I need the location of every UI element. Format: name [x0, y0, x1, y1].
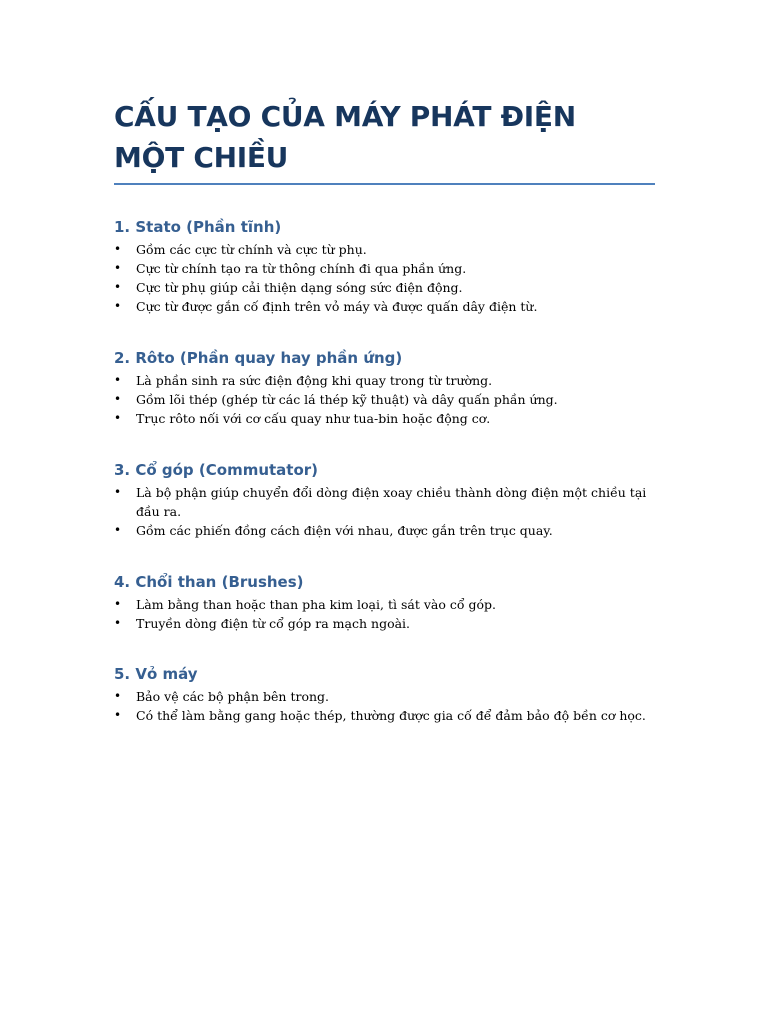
list-item-text: Gồm lõi thép (ghép từ các lá thép kỹ thuật) và dây quấn phần ứng.: [136, 392, 558, 407]
section-roto: [114, 348, 655, 428]
section-commutator: [114, 460, 655, 540]
list-item-text: Có thể làm bằng gang hoặc thép, thường được gia cố để đảm bảo độ bền cơ học.: [136, 708, 646, 723]
document-title: CẤU TẠO CỦA MÁY PHÁT ĐIỆN MỘT CHIỀU: [114, 100, 576, 174]
bullet-icon: •: [114, 261, 122, 275]
list-item-text: Là bộ phận giúp chuyển đổi dòng điện xoay chiều thành dòng điện một chiều tại đầu ra.: [136, 485, 647, 519]
list-item: [114, 390, 655, 409]
bullet-list: [114, 687, 655, 725]
title-underline: [114, 183, 655, 185]
list-item-text: Gồm các phiến đồng cách điện với nhau, được gắn trên trục quay.: [136, 523, 553, 538]
list-item: [114, 706, 655, 725]
bullet-list: [114, 240, 655, 316]
bullet-icon: •: [114, 597, 122, 611]
list-item: [114, 614, 655, 633]
list-item: [114, 297, 655, 316]
bullet-icon: •: [114, 299, 122, 313]
section-housing: [114, 664, 655, 725]
bullet-icon: •: [114, 523, 122, 537]
document-page: [114, 96, 655, 725]
list-item: [114, 240, 655, 259]
bullet-list: [114, 371, 655, 428]
bullet-icon: •: [114, 689, 122, 703]
section-heading: 4. Chổi than (Brushes): [114, 573, 304, 591]
bullet-icon: •: [114, 242, 122, 256]
list-item-text: Cực từ phụ giúp cải thiện dạng sóng sức điện động.: [136, 280, 463, 295]
section-heading: 5. Vỏ máy: [114, 665, 198, 683]
bullet-icon: •: [114, 392, 122, 406]
list-item: [114, 259, 655, 278]
bullet-icon: •: [114, 616, 122, 630]
section-stato: [114, 217, 655, 316]
list-item-text: Làm bằng than hoặc than pha kim loại, tì sát vào cổ góp.: [136, 597, 496, 612]
bullet-list: [114, 483, 655, 540]
bullet-icon: •: [114, 280, 122, 294]
list-item: [114, 371, 655, 390]
section-heading: 3. Cổ góp (Commutator): [114, 461, 319, 479]
list-item: [114, 687, 655, 706]
list-item: [114, 595, 655, 614]
list-item: [114, 409, 655, 428]
section-heading: 1. Stato (Phần tĩnh): [114, 218, 282, 236]
list-item-text: Là phần sinh ra sức điện động khi quay trong từ trường.: [136, 373, 493, 388]
bullet-icon: •: [114, 411, 122, 425]
list-item-text: Gồm các cực từ chính và cực từ phụ.: [136, 242, 367, 257]
list-item-text: Truyền dòng điện từ cổ góp ra mạch ngoài.: [136, 616, 411, 631]
list-item-text: Cực từ được gắn cố định trên vỏ máy và được quấn dây điện từ.: [136, 299, 538, 314]
list-item-text: Cực từ chính tạo ra từ thông chính đi qua phần ứng.: [136, 261, 467, 276]
section-brushes: [114, 572, 655, 633]
bullet-list: [114, 595, 655, 633]
bullet-icon: •: [114, 373, 122, 387]
list-item-text: Bảo vệ các bộ phận bên trong.: [136, 689, 329, 704]
section-heading: 2. Rôto (Phần quay hay phần ứng): [114, 349, 403, 367]
list-item-text: Trục rôto nối với cơ cấu quay như tua-bin hoặc động cơ.: [136, 411, 491, 426]
list-item: [114, 278, 655, 297]
list-item: [114, 483, 655, 521]
list-item: [114, 521, 655, 540]
bullet-icon: •: [114, 708, 122, 722]
bullet-icon: •: [114, 485, 122, 499]
